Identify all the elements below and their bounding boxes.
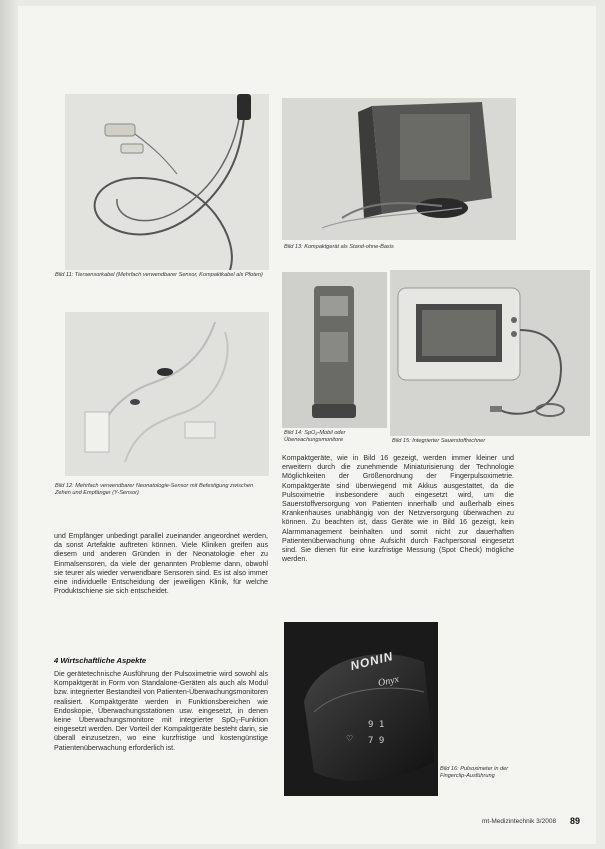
section-paragraph: Die gerätetechnische Ausführung der Pulsoximetrie wird sowohl als Kompaktgerät in Form von Standalone-Geräten als auch als Modul bzw. integrierter Bestandteil von Patienten-Überwachungsmonitoren realisiert. Kompaktgeräte werden in Funktionsbereichen wie Endoskopie, Überwachungsstationen usw. eingesetzt, in denen keine Überwachungsmonitore mit integrierter SpO₂-Funktion eingesetzt werden. Der Vorteil der Kompaktgeräte besteht darin, sie überall einzusetzen, wo eine kurzfristige und kostengünstige Patientenüberwachung erforderlich ist. [54, 670, 268, 752]
device-reading-1: 9 1 [368, 720, 385, 730]
device-reading-2: 7 9 [368, 736, 385, 746]
left-paragraph: und Empfänger unbedingt parallel zueinander angeordnet werden, da sonst Artefakte auftreten können. Viele Kliniken greifen aus diesem und anderen Gründen in der Neonatologie eher zu Einmalsensoren, da viele der genannten Probleme dann, obwohl sie teurer als wieder verwendbare Sensoren sind. Es ist also immer eine individuelle Entscheidung der jeweiligen Klinik, für welche Produktschiene sie sich entscheidet. [54, 532, 268, 596]
figure-14-photo [282, 272, 387, 428]
page-binding-shadow [0, 0, 18, 849]
right-column-text [282, 454, 514, 564]
figure-16-photo [284, 622, 438, 796]
journal-footer: mt-Medizintechnik 3/2008 [482, 818, 557, 825]
figure-12-photo [65, 312, 269, 476]
heart-icon: ♡ [346, 734, 354, 743]
figure-12-caption: Bild 12: Mehrfach verwendbarer Neonatologie-Sensor mit Befestigung zwischen Zehen und Empfänger (Y-Sensor) [55, 483, 254, 496]
device-model: Onyx [377, 673, 401, 690]
figure-15-caption: Bild 15: Integrierter Sauerstoffrechner [392, 438, 486, 444]
figure-15-photo [390, 270, 590, 436]
magazine-page [18, 6, 596, 844]
figure-16-caption: Bild 16: Pulsoximeter in der Fingerclip-Ausführung [440, 766, 509, 779]
section-body [54, 670, 268, 753]
figure-11-photo [65, 94, 269, 270]
device-brand: NONIN [348, 648, 395, 674]
section-heading: 4 Wirtschaftliche Aspekte [54, 656, 147, 665]
right-paragraph: Kompaktgeräte, wie in Bild 16 gezeigt, werden immer kleiner und erweitern durch die zunehmende Miniaturisierung der Technologie Möglichkeiten der Größenordnung der Fingerpulsoximetrie. Kompaktgeräte sind überwiegend mit Akkus ausgestattet, da die Pulsoximetrie insbesondere auch eingesetzt wird, um die Sauerstoffversorgung von Patienten innerhalb und außerhalb eines Krankenhauses unabhängig von der Netzversorgung überwachen zu können. Zu beachten ist, dass Geräte wie in Bild 16 gezeigt, kein Alarmmanagement beinhalten und somit nicht zur dauerhaften Patientenüberwachung ohne Aufsicht durch Fachpersonal eingesetzt sind. Sie dienen für eine kurzfristige Messung (Spot Check) mögliche werden. [282, 454, 514, 564]
figure-14-caption: Bild 14: SpO₂-Mobil oder Überwachungsmonitore [284, 430, 346, 443]
figure-11-caption: Bild 11: Tiersensorkabel (Mehrfach verwendbarer Sensor, Kompaktkabel als Pfoten) [55, 272, 263, 278]
page-number: 89 [570, 816, 581, 826]
figure-13-photo [282, 98, 516, 240]
figure-13-caption: Bild 13: Kompaktgerät als Stand-ohne-Basis [284, 244, 394, 250]
left-column-text [54, 532, 268, 596]
